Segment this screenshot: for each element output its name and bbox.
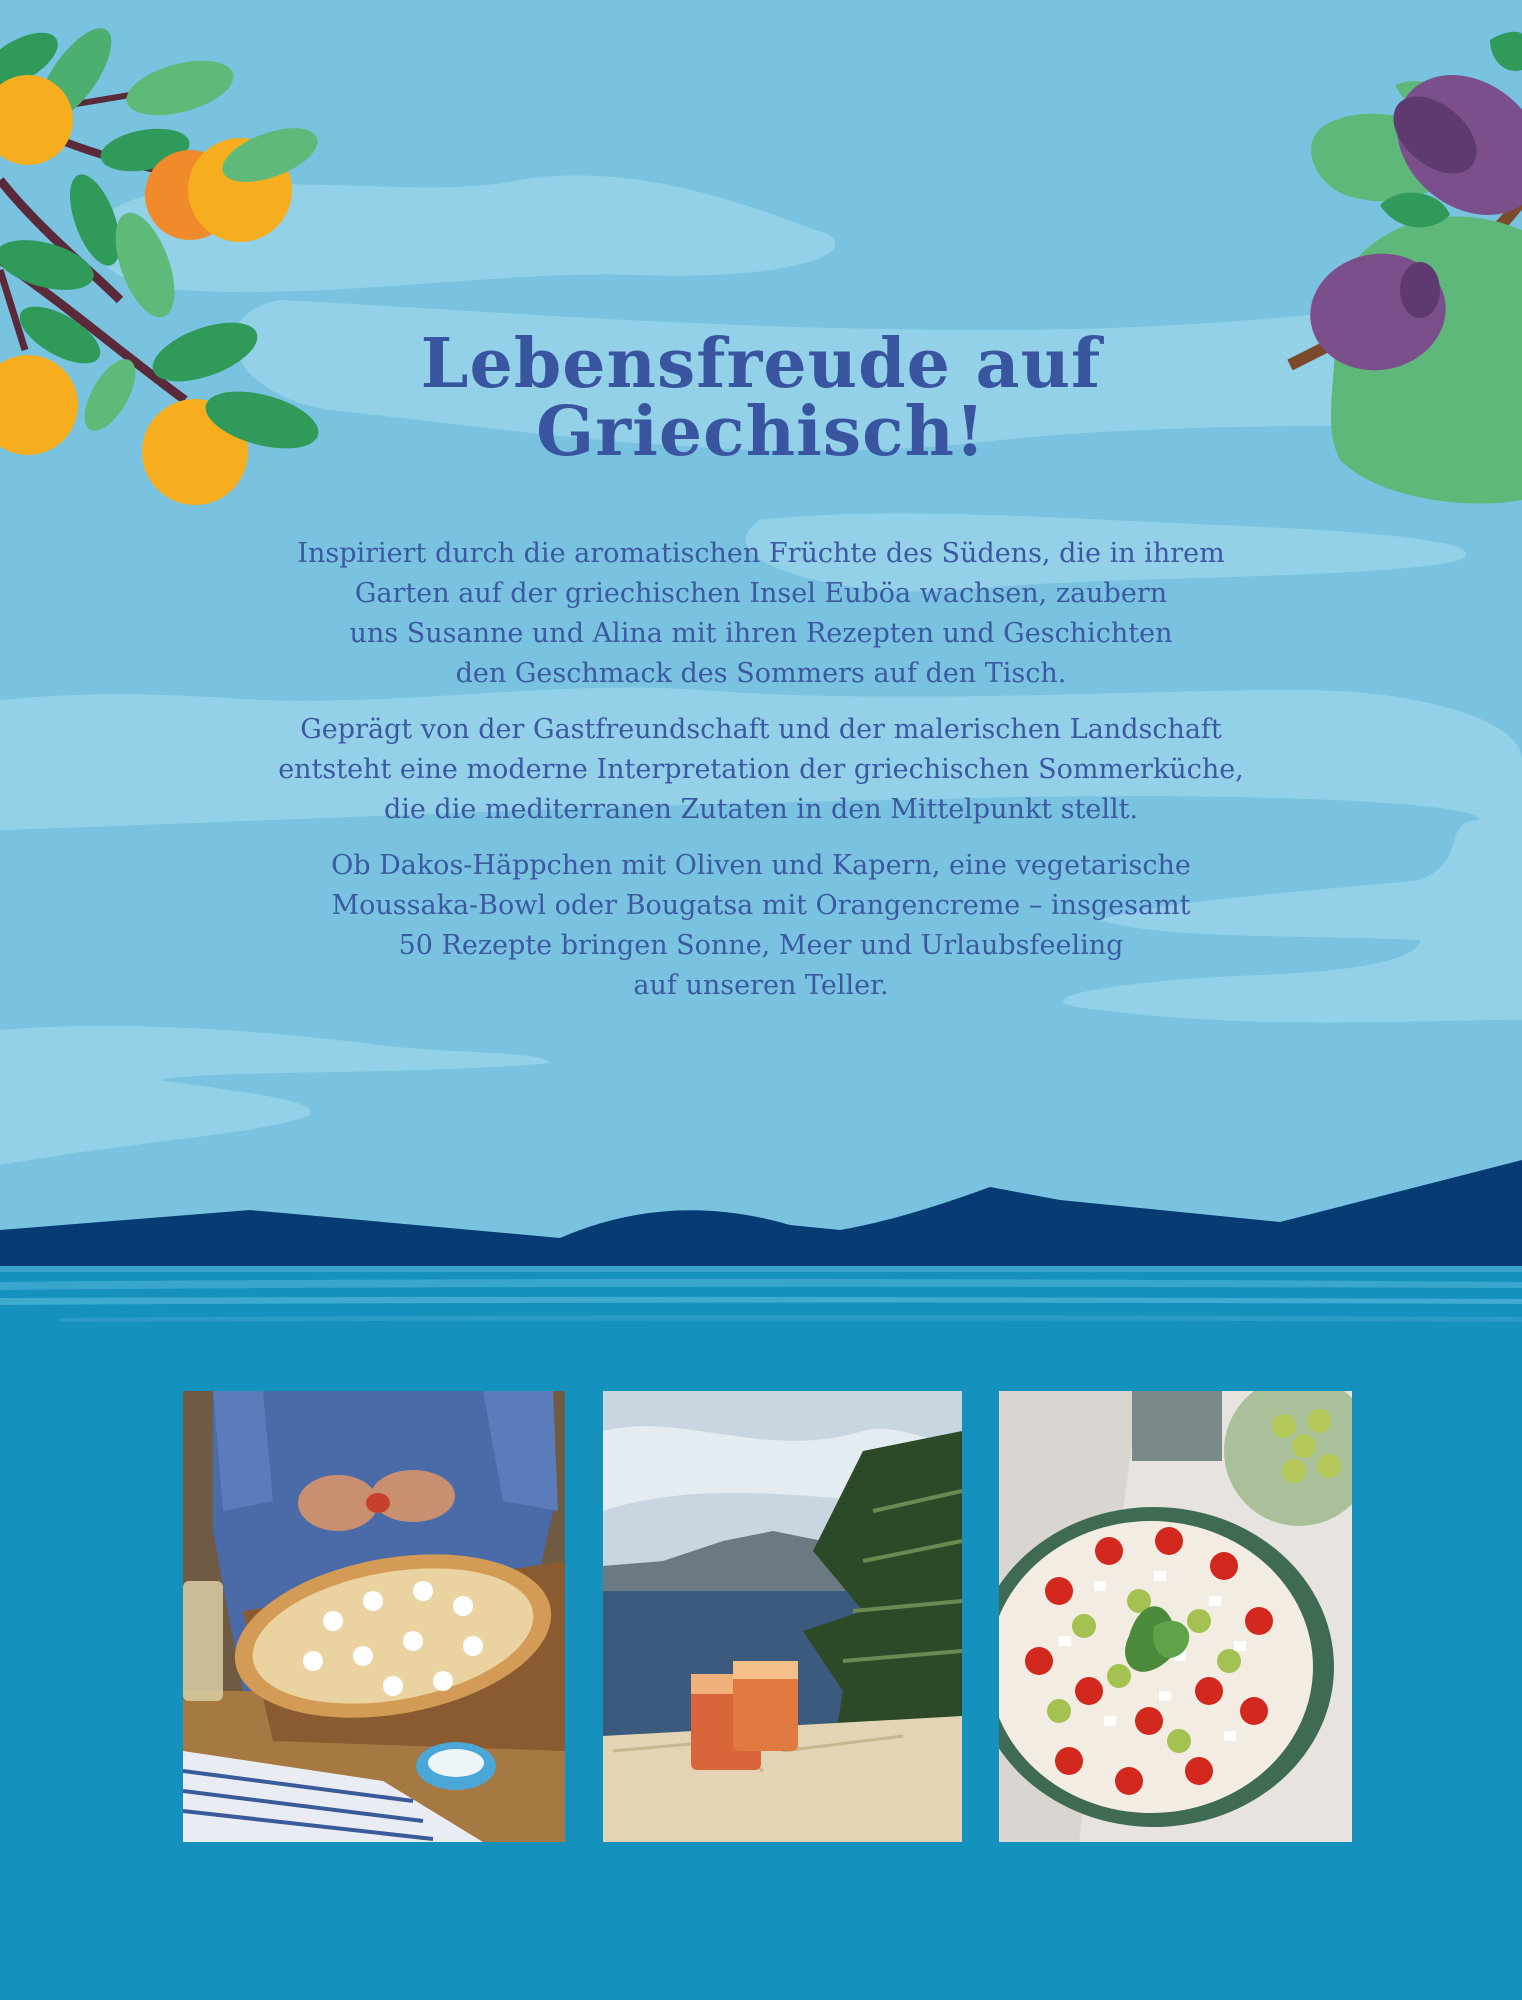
drinks-sea-photo — [603, 1391, 962, 1842]
paragraph-2 — [201, 710, 1321, 830]
title-line-1: Lebensfreude auf — [420, 324, 1102, 404]
text-line: auf unseren Teller. — [633, 970, 889, 1001]
text-line: Moussaka-Bowl oder Bougatsa mit Orangencreme – insgesamt — [331, 890, 1191, 921]
paragraph-1 — [201, 534, 1321, 694]
text-line: entsteht eine moderne Interpretation der griechischen Sommerküche, — [278, 754, 1244, 785]
text-line: 50 Rezepte bringen Sonne, Meer und Urlaubsfeeling — [398, 930, 1124, 961]
text-line: den Geschmack des Sommers auf den Tisch. — [455, 658, 1067, 689]
pizza-photo — [183, 1391, 565, 1842]
text-line: Garten auf der griechischen Insel Euböa wachsen, zaubern — [354, 578, 1168, 609]
text-line: Inspiriert durch die aromatischen Früchte des Südens, die in ihrem — [297, 538, 1225, 569]
intro-text — [201, 534, 1321, 1022]
text-line: die die mediterranen Zutaten in den Mittelpunkt stellt. — [383, 794, 1139, 825]
paragraph-3 — [201, 846, 1321, 1006]
text-line: Geprägt von der Gastfreundschaft und der malerischen Landschaft — [300, 714, 1222, 745]
title-line-2: Griechisch! — [536, 392, 986, 472]
text-line: Ob Dakos-Häppchen mit Oliven und Kapern, eine vegetarische — [331, 850, 1191, 881]
salad-photo — [999, 1391, 1352, 1842]
page-title — [0, 324, 1522, 472]
text-line: uns Susanne und Alina mit ihren Rezepten und Geschichten — [349, 618, 1173, 649]
